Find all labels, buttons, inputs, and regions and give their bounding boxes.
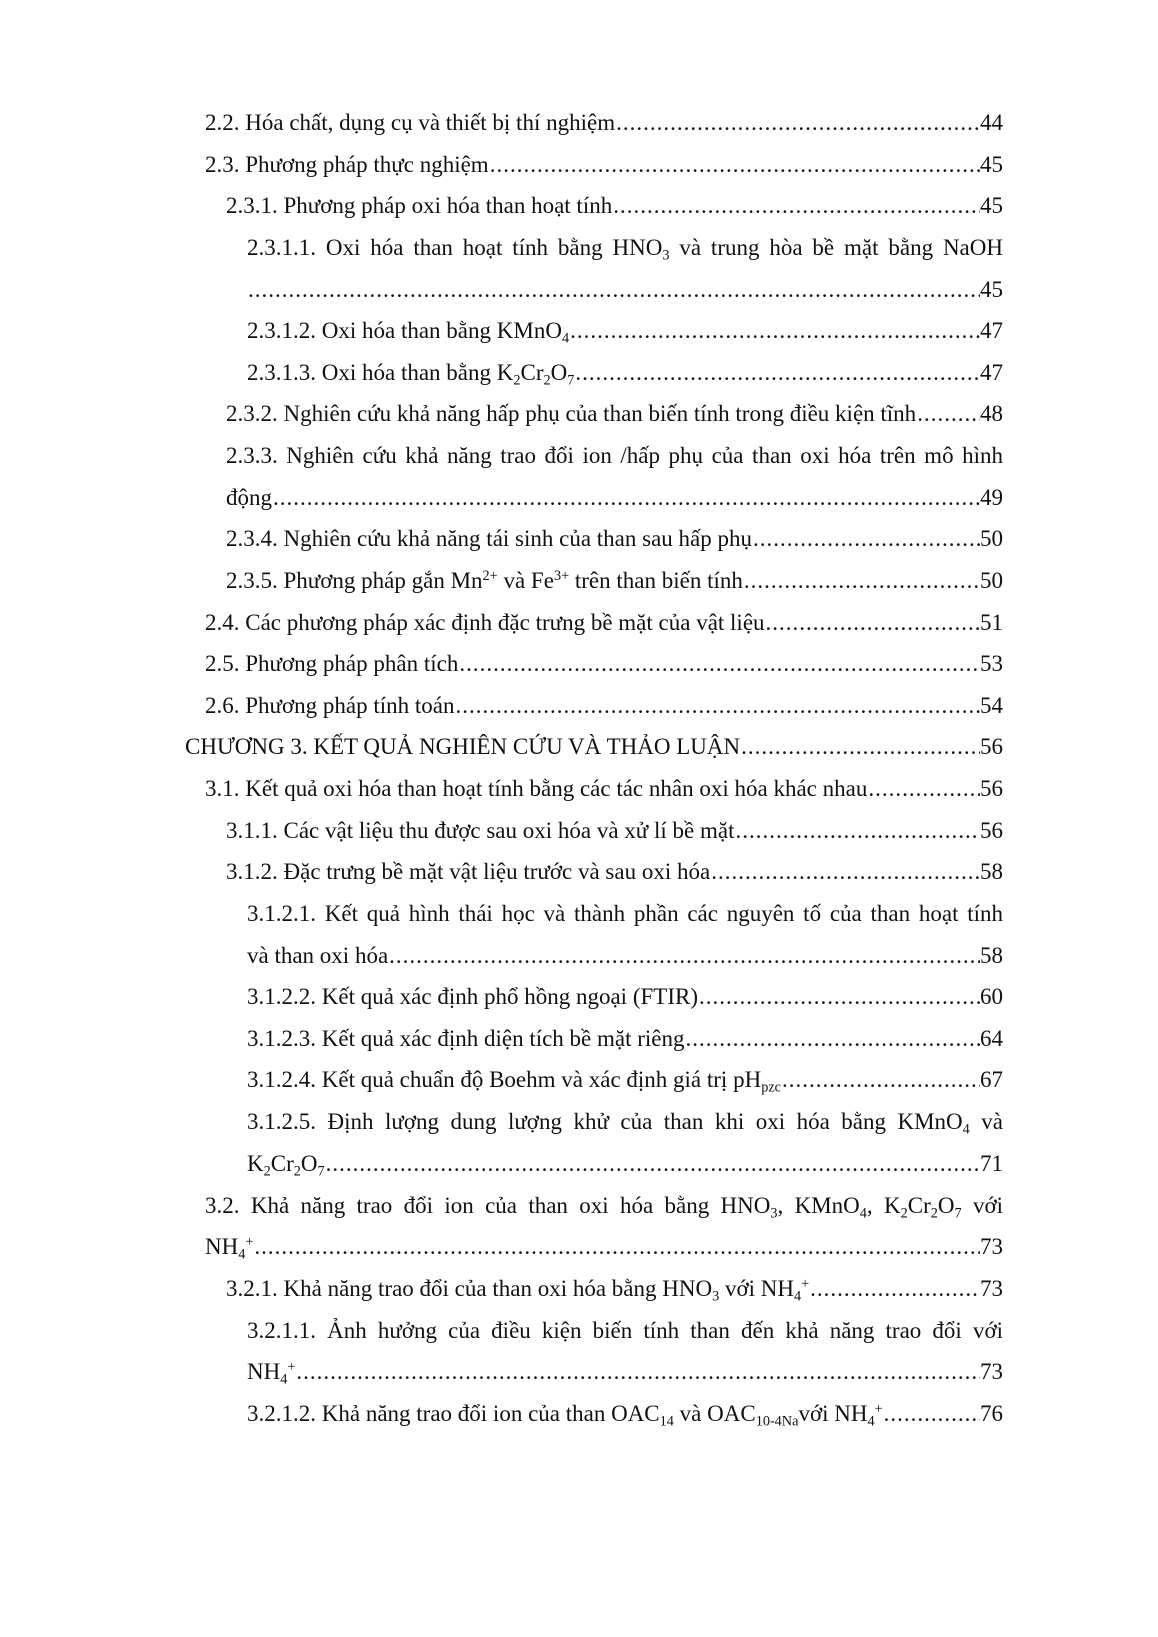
toc-entry[interactable]: 2.4. Các phương pháp xác định đặc trưng bề mặt của vật liệu ..... 51 bbox=[205, 608, 1003, 638]
leader-dots bbox=[883, 1399, 980, 1429]
leader-dots bbox=[685, 1024, 980, 1054]
toc-entry-line2[interactable] bbox=[247, 275, 1003, 305]
page-number: 50 bbox=[980, 568, 1003, 593]
toc-entry-line2[interactable]: $K_2Cr_2O_7$ ..... 71 bbox=[247, 1149, 1003, 1179]
page-number: 73 bbox=[980, 1359, 1003, 1384]
toc-entry[interactable]: 3.1.2.3. Kết quả xác định diện tích bề mặt riêng ..... 64 bbox=[247, 1024, 1003, 1054]
toc-entry[interactable]: 2.5. Phương pháp phân tích ..... 53 bbox=[205, 649, 1003, 679]
page-number: 47 bbox=[980, 360, 1003, 385]
leader-dots bbox=[612, 191, 980, 221]
page-number: 76 bbox=[980, 1401, 1003, 1426]
page-number: 48 bbox=[980, 401, 1003, 426]
toc-entry-line2[interactable]: $NH_4^+$ ..... 73 bbox=[205, 1232, 1003, 1262]
toc-entry-line2[interactable]: và than oxi hóa ..... 58 bbox=[247, 941, 1003, 971]
toc-entry[interactable]: 3.1.2.4. Kết quả chuẩn độ Boehm và xác định giá trị $pH_{pzc}$ ..... 67 bbox=[247, 1065, 1003, 1095]
page-number: 73 bbox=[980, 1234, 1003, 1259]
toc-entry[interactable]: 3.1.2. Đặc trưng bề mặt vật liệu trước và sau oxi hóa ..... 58 bbox=[226, 857, 1003, 887]
toc-entry[interactable]: 2.2. Hóa chất, dụng cụ và thiết bị thí nghiệm ..... 44 bbox=[205, 108, 1003, 138]
leader-dots bbox=[253, 1232, 980, 1262]
leader-dots bbox=[615, 108, 980, 138]
toc-entry-line1[interactable]: 2.3.3. Nghiên cứu khả năng trao đổi ion /hấp phụ của than oxi hóa trên mô hình bbox=[226, 443, 1003, 468]
toc-entry[interactable]: 2.3.4. Nghiên cứu khả năng tái sinh của than sau hấp phụ ..... 50 bbox=[226, 524, 1003, 554]
page-number: 50 bbox=[980, 526, 1003, 551]
toc-entry-line1[interactable]: 3.1.2.5. Định lượng dung lượng khử của than khi oxi hóa bằng KMnO$_4$ và bbox=[247, 1109, 1003, 1138]
leader-dots bbox=[809, 1274, 980, 1304]
leader-dots bbox=[867, 774, 980, 804]
toc-entry-line2[interactable]: $NH_4^+$ ..... 73 bbox=[247, 1357, 1003, 1387]
toc-entry[interactable]: 2.3. Phương pháp thực nghiệm ..... 45 bbox=[205, 150, 1003, 180]
page-number: 58 bbox=[980, 859, 1003, 884]
page-number: 56 bbox=[980, 734, 1003, 759]
page-number: 58 bbox=[980, 943, 1003, 968]
page-number: 44 bbox=[980, 110, 1003, 135]
leader-dots bbox=[916, 399, 980, 429]
toc-entry[interactable]: 3.1.2.2. Kết quả xác định phổ hồng ngoại (FTIR) ..... 60 bbox=[247, 982, 1003, 1012]
toc-entry[interactable]: 2.3.2. Nghiên cứu khả năng hấp phụ của than biến tính trong điều kiện tĩnh ..... 48 bbox=[226, 399, 1003, 429]
toc-entry[interactable]: 2.3.5. Phương pháp gắn $Mn^{2+}$ và $Fe^{3+}$ trên than biến tính ..... 50 bbox=[226, 566, 1003, 596]
toc-entry[interactable]: 3.2.1. Khả năng trao đổi của than oxi hóa bằng $HNO_3$ với $NH_4^+$ ..... 73 bbox=[226, 1274, 1003, 1304]
page-number: 47 bbox=[980, 318, 1003, 343]
leader-dots bbox=[710, 857, 980, 887]
toc-entry-line1[interactable]: 2.3.1.1. Oxi hóa than hoạt tính bằng $HNO_3$ và trung hòa bề mặt bằng NaOH bbox=[247, 235, 1003, 264]
page-number: 56 bbox=[980, 776, 1003, 801]
toc-entry[interactable]: 2.3.1. Phương pháp oxi hóa than hoạt tính ..... 45 bbox=[226, 191, 1003, 221]
leader-dots bbox=[455, 691, 980, 721]
toc-entry[interactable]: 3.2.1.2. Khả năng trao đổi ion của than $OAC_{14}$ và $OAC_{10-4Na}với$ $NH_4^+$ ..... 76 bbox=[247, 1399, 1003, 1429]
toc-entry[interactable]: 3.1. Kết quả oxi hóa than hoạt tính bằng các tác nhân oxi hóa khác nhau ..... 56 bbox=[205, 774, 1003, 804]
toc-entry-line1[interactable]: 3.2. Khả năng trao đổi ion của than oxi hóa bằng $HNO_3$, KMnO$_4$, $K_2Cr_2O_7$ với bbox=[205, 1193, 1003, 1222]
page-number: 45 bbox=[980, 193, 1003, 218]
leader-dots bbox=[765, 608, 980, 638]
leader-dots bbox=[247, 275, 980, 305]
page-number: 56 bbox=[980, 818, 1003, 843]
leader-dots bbox=[388, 941, 980, 971]
page-number: 51 bbox=[980, 610, 1003, 635]
toc-entry[interactable]: 2.3.1.2. Oxi hóa than bằng KMnO$_4$ ..... 47 bbox=[247, 316, 1003, 346]
toc-chapter-entry[interactable]: CHƯƠNG 3. KẾT QUẢ NGHIÊN CỨU VÀ THẢO LUẬN ..... 56 bbox=[185, 732, 1003, 762]
leader-dots bbox=[734, 816, 980, 846]
page-number: 64 bbox=[980, 1026, 1003, 1051]
leader-dots bbox=[458, 649, 980, 679]
leader-dots bbox=[698, 982, 980, 1012]
toc-entry[interactable]: 2.6. Phương pháp tính toán ..... 54 bbox=[205, 691, 1003, 721]
leader-dots bbox=[272, 483, 980, 513]
page-number: 67 bbox=[980, 1067, 1003, 1092]
toc-entry-line1[interactable]: 3.1.2.1. Kết quả hình thái học và thành phần các nguyên tố của than hoạt tính bbox=[247, 901, 1003, 926]
leader-dots bbox=[781, 1065, 980, 1095]
leader-dots bbox=[489, 150, 980, 180]
leader-dots bbox=[325, 1149, 980, 1179]
leader-dots bbox=[574, 358, 980, 388]
toc-entry[interactable]: 3.1.1. Các vật liệu thu được sau oxi hóa và xử lí bề mặt ..... 56 bbox=[226, 816, 1003, 846]
page-number: 71 bbox=[980, 1151, 1003, 1176]
leader-dots bbox=[569, 316, 980, 346]
leader-dots bbox=[740, 732, 980, 762]
page-number: 54 bbox=[980, 693, 1003, 718]
toc-entry-line2[interactable]: động ..... 49 bbox=[226, 483, 1003, 513]
page-number: 60 bbox=[980, 984, 1003, 1009]
page-number: 73 bbox=[980, 1276, 1003, 1301]
page-number: 45 bbox=[980, 277, 1003, 302]
page-number: 49 bbox=[980, 485, 1003, 510]
leader-dots bbox=[743, 566, 980, 596]
toc-entry-line1[interactable]: 3.2.1.1. Ảnh hưởng của điều kiện biến tính than đến khả năng trao đổi với bbox=[247, 1318, 1003, 1343]
leader-dots bbox=[295, 1357, 980, 1387]
leader-dots bbox=[752, 524, 980, 554]
page-number: 53 bbox=[980, 651, 1003, 676]
toc-entry[interactable]: 2.3.1.3. Oxi hóa than bằng $K_2Cr_2O_7$ ..... 47 bbox=[247, 358, 1003, 388]
page-number: 45 bbox=[980, 152, 1003, 177]
